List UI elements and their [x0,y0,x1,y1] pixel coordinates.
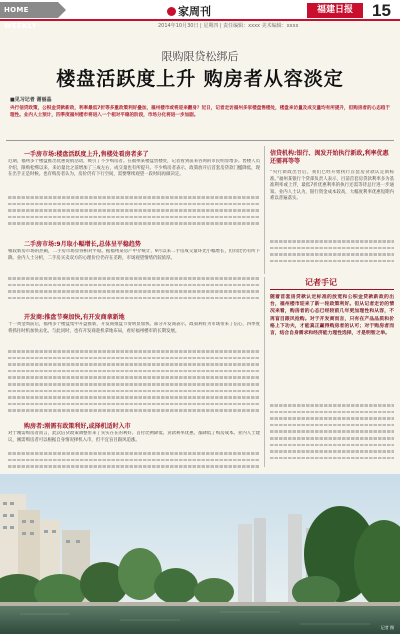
article-kicker: 限购限贷松绑后 [161,50,239,63]
section-title: 购房者:刚需有政策利好,或择机适时入市 [24,423,131,430]
riverside-photo [0,474,400,634]
photo-credit: 记者 摄 [380,625,394,630]
section-body: 十一黄金周前后，福州多个楼盘集中开盘推新，开发商推盘节奏明显加快。部分开发商表示，政策利好为市场带来了信心，四季度将抓住时机加快去化。与此同时，也有开发商趁机拿地布局，看好福州楼市的长期发展。 [8,322,260,334]
supplement-logo [167,3,211,19]
section-body: 近期，福州多个楼盘推出优惠促销活动，吸引了不少购房者。在福州某楼盘售楼处，记者看到前来咨询的市民明显增多。售楼人员介绍，限购松绑以来，来访量比之前增加了三成左右，成交量也有所提升。不少购房者表示，政策放开后首套房贷款门槛降低，现在出手正是时候。也有购房者认为，房价仍有下行空间，需要继续观望一段时间再做决定。 [8,159,260,178]
text-column-filler [8,196,260,232]
text-column-filler [8,277,260,305]
text-column-filler [8,452,260,472]
page-number: 15 [372,1,391,20]
section-body: 对于刚需购房者而言，此次信贷政策调整带来了实实在在的利好。首付比例降低、贷款利率优惠，都降低了购房成本。业内人士建议，刚需购房者可以根据自身情况择机入市，但不宜盲目跟风追涨。 [8,431,260,443]
article-lead: 央行信贷政策，公积金贷款新政，利率最低7折等多重政策利好叠加，福州楼市或将迎来翻身？近日，记者走访福州多家楼盘售楼处，楼盘来访量及成交量均有所提升，但购房者的心态趋于理性。业内人士预计，四季度福州楼市将进入一个相对平稳的阶段，市场分化将进一步加剧。 [10,106,390,118]
section-tag: HOME WEEKLY [0,2,58,18]
divider [6,140,394,141]
section-title: 二手房市场:9月取小幅增长,总体呈平稳趋势 [24,241,141,248]
article-headline: 楼盘活跃度上升 购房者从容淡定 [56,68,344,90]
home-logo-icon [167,7,176,16]
section-body: “央行新政出台后，我们已经开始执行首套房贷款认定新标准。”福州某银行个贷部负责人表示，目前首套房贷款利率多为基准利率或上浮，最低7折优惠利率的执行还需等待总行进一步通知。业内人士认为，银行资金成本较高，大幅度利率优惠短期内难以普遍落实。 [270,170,394,202]
divider [270,289,394,290]
section-body: 相较新房市场的热闹，二手房市场显得相对平稳。据福州某房产中介统计，9月以来二手房成交量环比小幅增长，但同比仍有所下降。业内人士分析，二手房买卖双方的心理价位仍存在差距，市场观望情绪仍较浓厚。 [8,249,260,261]
article-byline: ■见习记者 谢丽晶 [10,97,52,103]
section-title: 开发商:推盘节奏加快,有开发商拿新地 [24,314,125,321]
section-title: 一手房市场:楼盘活跃度上升,售楼处看房者多了 [24,151,149,158]
section-title: 信贷机构:银行、闽发开始执行新政,利率优惠还需再等等 [270,150,389,165]
commentary-title: 记者手记 [305,278,337,287]
newspaper-masthead: 福建日报 [307,3,363,18]
column-divider [264,146,265,274]
text-column-filler [8,350,260,418]
photo-illustration [0,474,400,634]
commentary-body: 随着首套房贷款认定标准的放宽和公积金贷款新政的出台，福州楼市迎来了新一轮政策利好。但从记者走访的情况来看，购房者的心态已经较前几年更加理性和从容，不再盲目跟风抢购。对于开发商而言，只有在产品品质和价格上下功夫，才能真正赢得购房者的认可；对于购房者而言，结合自身需求和经济能力理性选择，才是明智之举。 [270,295,394,337]
text-column-filler [270,240,394,270]
dateline: 2014年10月30日 | 星期四 | 责任编辑：xxxx 美术编辑：xxxx [158,23,299,29]
supplement-logo-text: 家周刊 [178,5,211,18]
text-column-filler [270,404,394,470]
column-divider [264,277,265,467]
